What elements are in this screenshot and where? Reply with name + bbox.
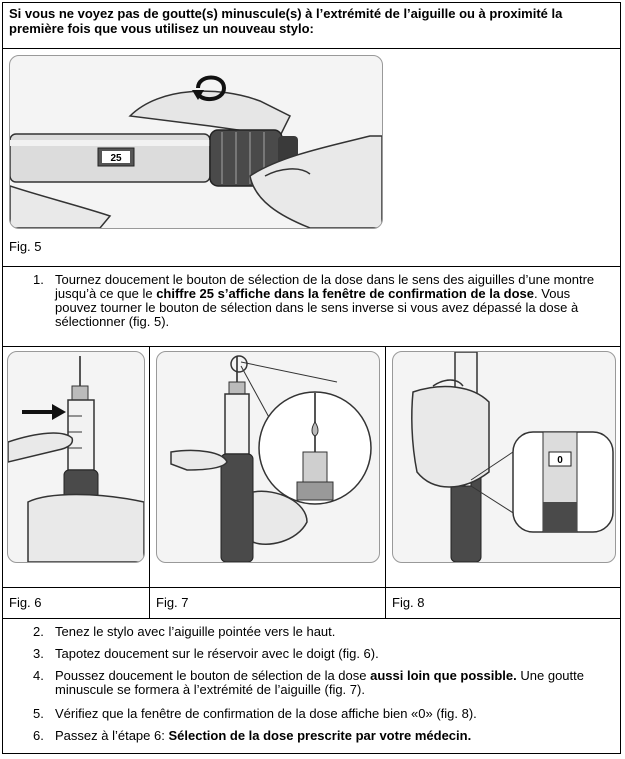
tap-reservoir-illustration <box>8 352 144 562</box>
step-number: 3. <box>33 646 44 661</box>
step-number: 6. <box>33 728 44 743</box>
step-text <box>55 273 615 329</box>
fig7-caption: Fig. 7 <box>156 595 189 610</box>
step-text-part: Passez à l’étape 6: <box>55 728 169 743</box>
step-number: 5. <box>33 706 44 721</box>
fig6-caption: Fig. 6 <box>9 595 42 610</box>
fig7-column <box>150 347 386 619</box>
check-dose-zero-illustration <box>393 352 615 562</box>
step-text-part: Poussez doucement le bouton de sélection de la dose <box>55 668 371 683</box>
fig8-column <box>386 347 620 619</box>
step-text <box>55 729 615 743</box>
step-text: Tenez le stylo avec l’aiguille pointée vers le haut. <box>55 624 336 639</box>
dose-window-zero: 0 <box>557 455 563 466</box>
instruction-table <box>2 2 621 754</box>
step-text-bold: Sélection de la dose prescrite par votre médecin. <box>168 728 472 743</box>
step1-row <box>3 267 620 347</box>
tap-arrow-icon <box>22 404 66 420</box>
fig5-caption: Fig. 5 <box>9 239 42 254</box>
step-text: Tapotez doucement sur le réservoir avec le doigt (fig. 6). <box>55 646 379 661</box>
fig8-caption: Fig. 8 <box>392 595 425 610</box>
steps-row <box>3 619 620 753</box>
step-number: 2. <box>33 624 44 639</box>
figures-row <box>3 347 620 619</box>
caption-divider <box>150 587 385 588</box>
step-text-part: Une goutte minuscule se formera à l’extrémité de l’aiguille (fig. 7). <box>55 668 584 697</box>
fig8-illustration <box>392 351 616 563</box>
header-row <box>3 3 620 49</box>
step-number: 1. <box>33 272 44 287</box>
step-text <box>55 669 615 697</box>
header-text: Si vous ne voyez pas de goutte(s) minuscule(s) à l’extrémité de l’aiguille ou à proximité la première fois que vous utilisez un nouveau stylo: <box>9 6 563 36</box>
fig6-illustration <box>7 351 145 563</box>
step-text-bold: aussi loin que possible. <box>370 668 517 683</box>
step-text-part: . Vous pouvez tourner le bouton de sélection dans le sens inverse si vous avez dépassé la dose à sélectionner (fig. 5). <box>55 286 579 329</box>
dose-window-number: 25 <box>110 153 122 164</box>
press-dose-button-illustration <box>157 352 379 562</box>
step-number: 4. <box>33 668 44 683</box>
fig6-column <box>3 347 150 619</box>
caption-divider <box>3 587 149 588</box>
fig7-illustration <box>156 351 380 563</box>
fig5-illustration <box>9 55 383 229</box>
pen-dial-illustration <box>10 56 382 228</box>
step-text: Vérifiez que la fenêtre de confirmation de la dose affiche bien «0» (fig. 8). <box>55 706 477 721</box>
step-text-bold: chiffre 25 s’affiche dans la fenêtre de confirmation de la dose <box>156 286 535 301</box>
step-text-part: Tournez doucement le bouton de sélection de la dose dans le sens des aiguilles d’une montre jusqu’à ce que le <box>55 272 595 301</box>
fig5-row <box>3 49 620 267</box>
caption-divider <box>386 587 620 588</box>
